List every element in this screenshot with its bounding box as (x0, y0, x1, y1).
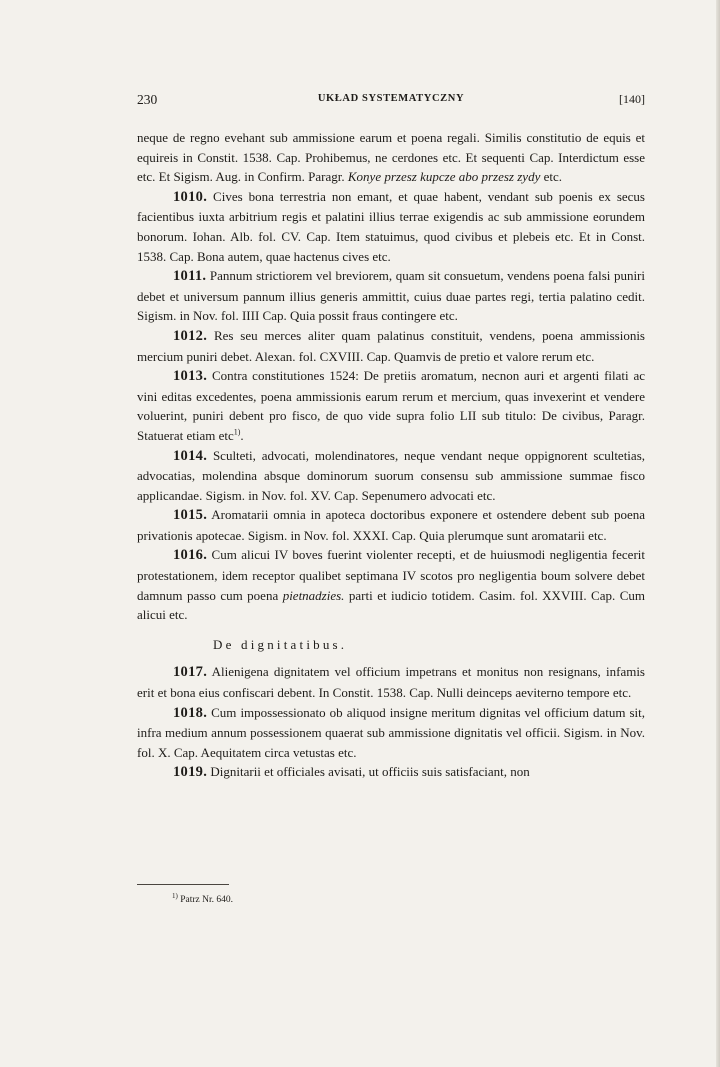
paragraph-number: 1011. (173, 268, 207, 285)
page-edge (716, 0, 720, 1067)
paragraph-number: 1018. (173, 704, 208, 721)
paragraph (137, 545, 645, 624)
paragraph-number: 1010. (173, 188, 208, 205)
text-segment: . (240, 427, 244, 443)
text-segment: Cum impossessionato ob aliquod insigne meritum dignitas vel officium datum sit, infra medium annum possessionem quaerat sub ammissione dignitatis vel officii. Sigism. in Nov. fol. X. Cap. Aequitatem circa vetustas etc. (137, 704, 645, 760)
text-segment: Dignitarii et officiales avisati, ut officiis suis satisfaciant, non (207, 764, 530, 780)
footnote-reference: 1) (233, 427, 241, 437)
paragraph (137, 128, 645, 187)
running-header (137, 92, 645, 110)
text-segment: neque de regno evehant sub ammissione earum et poena regali. Similis constitutio de equis et equireis in Constit. 1538. Cap. Prohibemus, ne cerdones etc. Et sequenti Cap. Interdictum esse etc. Et Sigism. Aug. in Confirm. Paragr. (137, 130, 645, 185)
text-segment: Contra constitutiones 1524: De pretiis aromatum, necnon auri et argenti filati ac vini editas excedentes, poena ammissionis earum rerum et mercium, quas invexerint et vendere voluerint, puniri debent pro fisco, de quo vide supra folio LII sub titulo: De civibus, Paragr. Statuerat etiam etc (137, 368, 645, 443)
text-segment: etc. (540, 169, 562, 185)
paragraph (137, 187, 645, 266)
paragraph-number: 1016. (173, 547, 208, 564)
paragraph (137, 703, 645, 763)
text-segment: Res seu merces aliter quam palatinus constituit, vendens, poena ammissionis mercium puniri debet. Alexan. fol. CXVIII. Cap. Quamvis de pretio et valore rerum etc. (137, 327, 645, 364)
footnote-marker: 1) (172, 892, 178, 900)
footnote-text: Patrz Nr. 640. (177, 895, 233, 906)
paragraph (137, 446, 645, 506)
paragraph-number: 1012. (173, 327, 208, 344)
main-text (137, 128, 645, 783)
footnote-divider (137, 884, 229, 885)
paragraph-number: 1017. (173, 664, 208, 681)
paragraph (137, 505, 645, 545)
original-page-number: [140] (619, 92, 645, 106)
text-segment: Cum alicui IV boves fuerint violenter recepti, et de huiusmodi negligentia fecerit protestationem, idem receptor qualibet septimana IV scotos pro negligentia boum solvere debet damnum passo cum poena (137, 547, 645, 603)
italic-segment: pietnadzies. (282, 587, 345, 603)
paragraph-number: 1019. (173, 764, 208, 781)
footnote (172, 892, 233, 905)
paragraph-number: 1013. (173, 368, 208, 385)
paragraph (137, 326, 645, 366)
text-segment: Cives bona terrestria non emant, et quae habent, vendant sub poenis ex secus facientibus iuxta arbitrium regis et palatini illius terrae exigendis ac sub ammissione eorundem bonorum. Iohan. Alb. fol. CV. Cap. Item statuimus, quod civibus et plebeis etc. Et in Const. 1538. Cap. Bona autem, quae hactenus cives etc. (137, 188, 645, 264)
paragraph-number: 1014. (173, 447, 208, 464)
text-segment: Aromatarii omnia in apoteca doctoribus exponere et ostendere debent sub poena privationis apotecae. Sigism. in Nov. fol. XXXI. Cap. Quia plerumque sunt aromatarii etc. (137, 507, 645, 543)
text-segment: Pannum strictiorem vel breviorem, quam sit consuetum, vendens poena falsi puniri debet et universum pannum illius generis ammittit, cuius duae partes regi, tertia palatino cedit. Sigism. in Nov. fol. IIII Cap. Quia possit fraus contingere etc. (137, 268, 645, 324)
page-number: 230 (137, 92, 158, 107)
paragraph-number: 1015. (173, 507, 208, 524)
paragraph (137, 266, 645, 326)
paragraph (137, 762, 645, 783)
italic-segment: Konye przesz kupcze abo przesz zydy (347, 169, 541, 185)
running-title: UKŁAD SYSTEMATYCZNY (317, 93, 465, 104)
text-segment: Sculteti, advocati, molendinatores, neque vendant neque oppignorent scultetias, advocatias, molendina absque dominorum suorum consensu sub ammissione summae fisco applicandae. Sigism. in Nov. fol. XV. Cap. Sepenumero advocati etc. (137, 447, 645, 503)
paragraph (137, 366, 645, 445)
text-segment: parti et iudicio totidem. Casim. fol. XXVIII. Cap. Cum alicui etc. (137, 587, 645, 623)
section-heading: De dignitatibus. (213, 636, 348, 652)
text-segment: Alienigena dignitatem vel officium impetrans et monitus non resignans, infamis erit et bona eius confiscari debent. In Constit. 1538. Cap. Nulli deinceps aeviterno tempore etc. (137, 664, 645, 701)
paragraph (137, 662, 645, 702)
